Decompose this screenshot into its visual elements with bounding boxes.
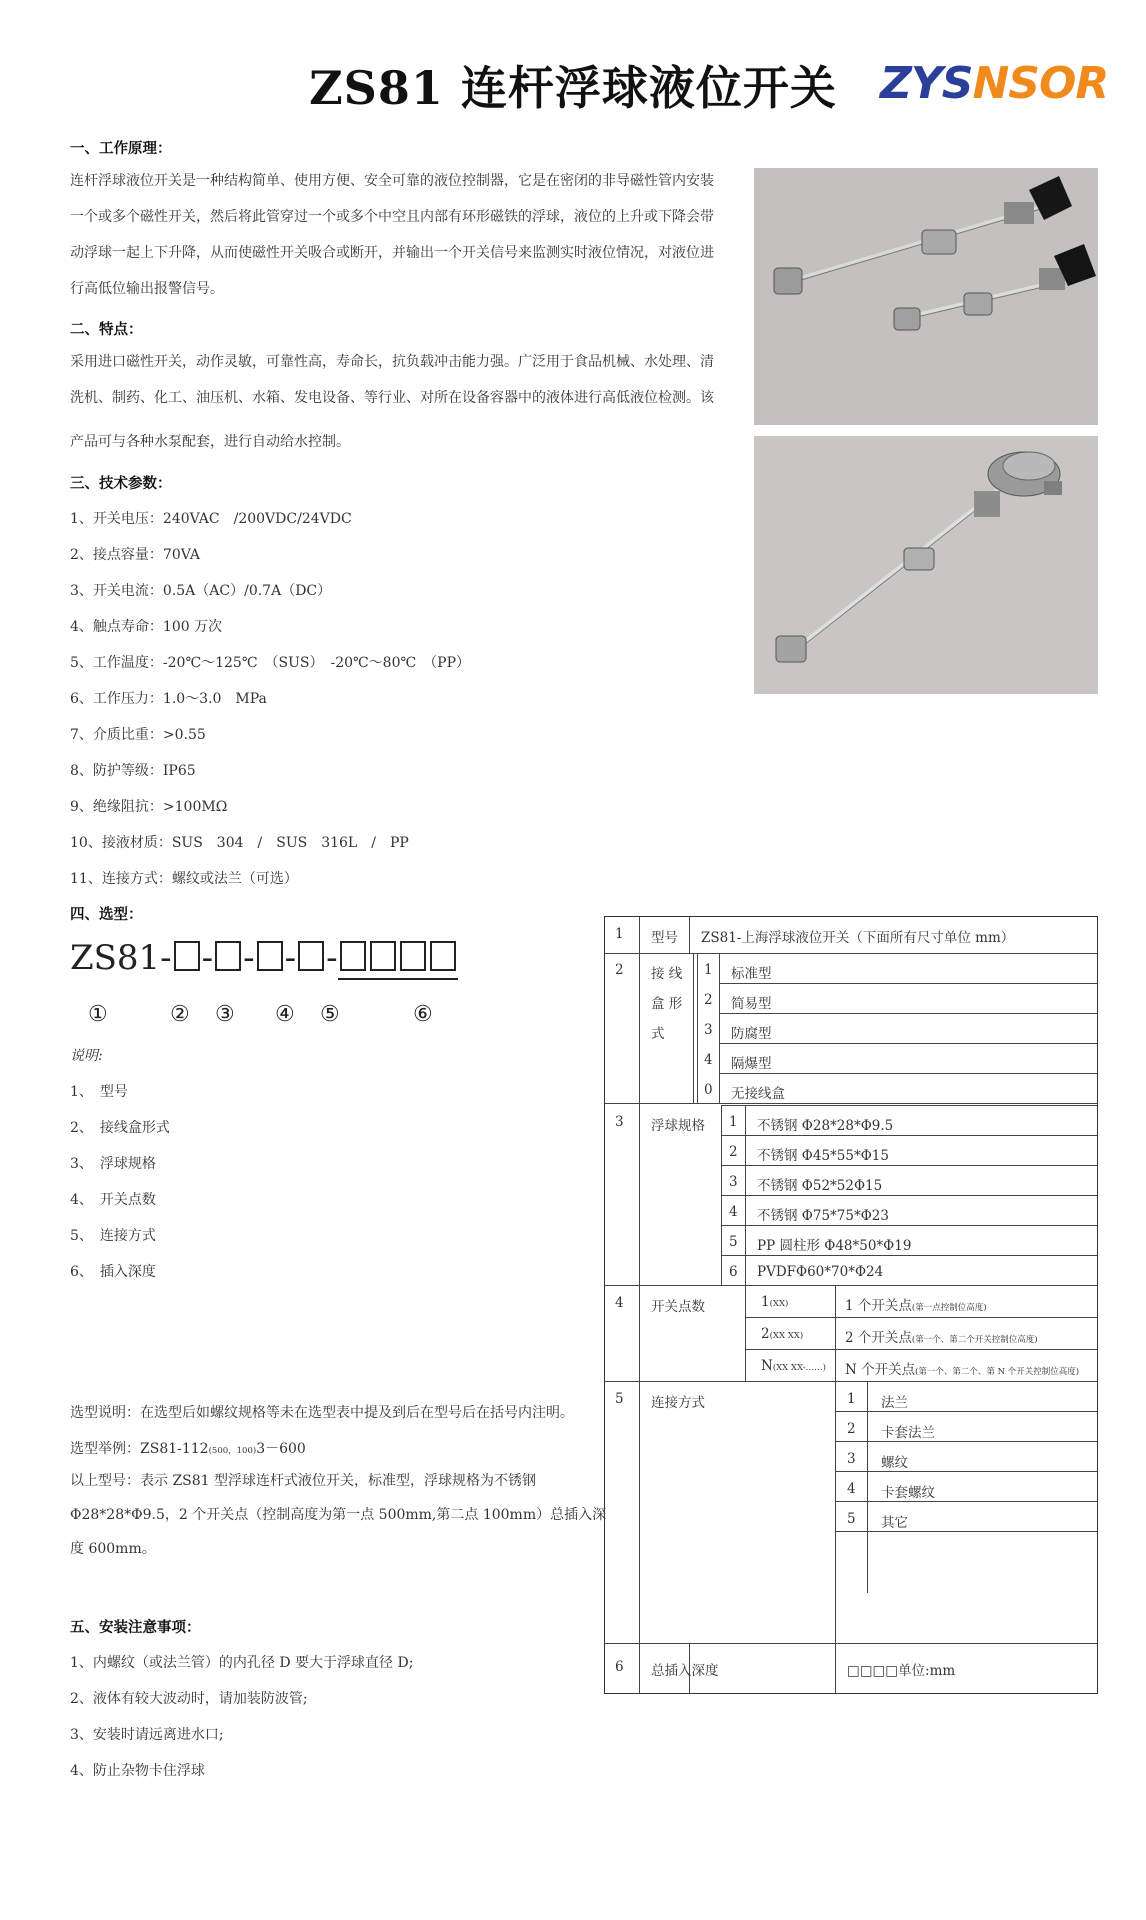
section-heading-features: 二、特点： bbox=[70, 321, 143, 338]
option-text: 不锈钢 Φ45*55*Φ15 bbox=[757, 1148, 889, 1164]
row-number: 4 bbox=[615, 1295, 624, 1311]
option-code: 2 bbox=[729, 1144, 738, 1160]
spec-item: 11、连接方式：螺纹或法兰（可选） bbox=[70, 871, 298, 887]
page-title: ZS81 连杆浮球液位开关 bbox=[309, 61, 837, 115]
product-photo-flameproof-switch bbox=[754, 436, 1098, 694]
code-position-1: ① bbox=[88, 1002, 108, 1027]
option-text: 标准型 bbox=[731, 966, 772, 982]
option-text: 2 个开关点(第一个、第二个开关控制位高度) bbox=[845, 1330, 1038, 1346]
spec-item: 8、防护等级：IP65 bbox=[70, 763, 196, 779]
option-text: 防腐型 bbox=[731, 1026, 772, 1042]
option-code: N(XX XX-……) bbox=[761, 1358, 826, 1374]
selection-table bbox=[604, 916, 1098, 1694]
row-number: 2 bbox=[615, 962, 624, 978]
spec-item: 1、开关电压：240VAC /200VDC/24VDC bbox=[70, 511, 352, 527]
code-position-5: ⑤ bbox=[320, 1002, 340, 1027]
row-label-box-type: 接 线 bbox=[651, 966, 683, 982]
note-item: 1、 型号 bbox=[70, 1084, 128, 1100]
section-heading-selection: 四、选型： bbox=[70, 906, 143, 923]
install-item: 2、液体有较大波动时，请加装防波管; bbox=[70, 1691, 308, 1707]
option-code: 5 bbox=[847, 1511, 856, 1527]
note-item: 3、 浮球规格 bbox=[70, 1156, 156, 1172]
option-text: 其它 bbox=[881, 1515, 908, 1531]
option-code: 1(XX) bbox=[761, 1294, 789, 1310]
option-code: 5 bbox=[729, 1234, 738, 1250]
row-label-box-type: 盒 形 bbox=[651, 996, 683, 1012]
option-text: 卡套螺纹 bbox=[881, 1485, 935, 1501]
spec-item: 4、触点寿命：100 万次 bbox=[70, 619, 223, 635]
option-code: 3 bbox=[729, 1174, 738, 1190]
principle-paragraph: 连杆浮球液位开关是一种结构简单、使用方便、安全可靠的液位控制器，它是在密闭的非导磁性管内安装 一个或多个磁性开关，然后将此管穿过一个或多个中空且内部有环形磁铁的浮球，液位的上升或下降会带 动浮球一起上下升降，从而使磁性开关吸合或断开，并输出一个开关信号来监测实时液位情况，对液位进 行高低位输出报警信号。 bbox=[70, 173, 714, 297]
option-code: 2(XX XX) bbox=[761, 1326, 804, 1342]
note-item: 4、 开关点数 bbox=[70, 1192, 156, 1208]
row-label-box-type: 式 bbox=[651, 1026, 665, 1042]
row-label-connection: 连接方式 bbox=[651, 1395, 705, 1411]
section-heading-specs: 三、技术参数： bbox=[70, 475, 172, 492]
row-number: 5 bbox=[615, 1391, 624, 1407]
product-photo-two-switches bbox=[754, 168, 1098, 425]
option-text: 螺纹 bbox=[881, 1455, 908, 1471]
selection-description: 选型说明：在选型后如螺纹规格等未在选型表中提及到后在型号后在括号内注明。 bbox=[70, 1405, 574, 1421]
option-code: 4 bbox=[847, 1481, 856, 1497]
example-explanation: 以上型号：表示 ZS81 型浮球连杆式液位开关，标准型，浮球规格为不锈钢 Φ28*28*Φ9.5，2 个开关点（控制高度为第一点 500mm,第二点 100mm）总插入深 度 600mm。 bbox=[70, 1473, 607, 1557]
option-text: 1 个开关点(第一点控制位高度) bbox=[845, 1298, 987, 1314]
code-position-2: ② bbox=[170, 1002, 190, 1027]
install-item: 4、防止杂物卡住浮球 bbox=[70, 1763, 205, 1779]
row-label-float-spec: 浮球规格 bbox=[651, 1118, 705, 1134]
section-heading-installation: 五、安装注意事项： bbox=[70, 1619, 201, 1636]
install-item: 1、内螺纹（或法兰管）的内孔径 D 要大于浮球直径 D; bbox=[70, 1655, 414, 1671]
install-item: 3、安装时请远离进水口; bbox=[70, 1727, 224, 1743]
option-code: 6 bbox=[729, 1264, 738, 1280]
note-item: 5、 连接方式 bbox=[70, 1228, 156, 1244]
spec-item: 10、接液材质：SUS 304 / SUS 316L / PP bbox=[70, 835, 409, 851]
spec-item: 5、工作温度：-20℃～125℃ （SUS） -20℃～80℃ （PP） bbox=[70, 655, 470, 671]
code-position-4: ④ bbox=[275, 1002, 295, 1027]
selection-example: 选型举例：ZS81-112(500，100)3－600 bbox=[70, 1441, 306, 1457]
option-code: 1 bbox=[704, 962, 713, 978]
option-text: 无接线盒 bbox=[731, 1086, 785, 1102]
spec-item: 9、绝缘阻抗：>100MΩ bbox=[70, 799, 228, 815]
option-text: 不锈钢 Φ52*52Φ15 bbox=[757, 1178, 883, 1194]
option-text: PP 圆柱形 Φ48*50*Φ19 bbox=[757, 1238, 912, 1254]
option-text: 隔爆型 bbox=[731, 1056, 772, 1072]
section-heading-principle: 一、工作原理： bbox=[70, 140, 172, 157]
option-text: 简易型 bbox=[731, 996, 772, 1012]
option-text: PVDFΦ60*70*Φ24 bbox=[757, 1264, 884, 1280]
row-number: 3 bbox=[615, 1114, 624, 1130]
model-code-template: ZS81- - - - - bbox=[70, 938, 458, 980]
option-code: 1 bbox=[729, 1114, 738, 1130]
option-text: 法兰 bbox=[881, 1395, 908, 1411]
row-label-model: 型号 bbox=[651, 930, 678, 946]
note-label: 说明: bbox=[70, 1048, 103, 1064]
code-position-6: ⑥ bbox=[413, 1002, 433, 1027]
row-number: 6 bbox=[615, 1659, 624, 1675]
code-position-3: ③ bbox=[215, 1002, 235, 1027]
spec-item: 6、工作压力：1.0～3.0 MPa bbox=[70, 691, 267, 707]
note-item: 6、 插入深度 bbox=[70, 1264, 156, 1280]
features-paragraph: 采用进口磁性开关，动作灵敏，可靠性高，寿命长，抗负载冲击能力强。广泛用于食品机械、水处理、清 洗机、制药、化工、油压机、水箱、发电设备、等行业、对所在设备容器中的液体进行高低液位检测。该 产品可与各种水泵配套，进行自动给水控制。 bbox=[70, 354, 714, 450]
spec-item: 2、接点容量：70VA bbox=[70, 547, 200, 563]
option-text: N 个开关点(第一个、第二个、第 N 个开关控制位高度) bbox=[845, 1362, 1080, 1378]
option-code: 4 bbox=[729, 1204, 738, 1220]
option-code: 2 bbox=[704, 992, 713, 1008]
option-text: 卡套法兰 bbox=[881, 1425, 935, 1441]
option-code: 3 bbox=[847, 1451, 856, 1467]
spec-item: 3、开关电流：0.5A（AC）/0.7A（DC） bbox=[70, 583, 332, 599]
brand-logo: ZYSNSOR bbox=[880, 58, 1109, 109]
option-code: 2 bbox=[847, 1421, 856, 1437]
row-label-insertion-depth: 总插入深度 bbox=[651, 1663, 719, 1679]
option-text: 不锈钢 Φ28*28*Φ9.5 bbox=[757, 1118, 894, 1134]
option-code: 1 bbox=[847, 1391, 856, 1407]
note-item: 2、 接线盒形式 bbox=[70, 1120, 170, 1136]
row-label-switch-points: 开关点数 bbox=[651, 1299, 705, 1315]
spec-item: 7、介质比重：>0.55 bbox=[70, 727, 206, 743]
option-code: 0 bbox=[704, 1082, 713, 1098]
option-text: 不锈钢 Φ75*75*Φ23 bbox=[757, 1208, 889, 1224]
model-value: ZS81-上海浮球液位开关（下面所有尺寸单位 mm） bbox=[701, 930, 1015, 946]
option-code: 3 bbox=[704, 1022, 713, 1038]
option-code: 4 bbox=[704, 1052, 713, 1068]
insertion-depth-value: □□□□单位:mm bbox=[847, 1663, 956, 1679]
row-number: 1 bbox=[615, 926, 624, 942]
